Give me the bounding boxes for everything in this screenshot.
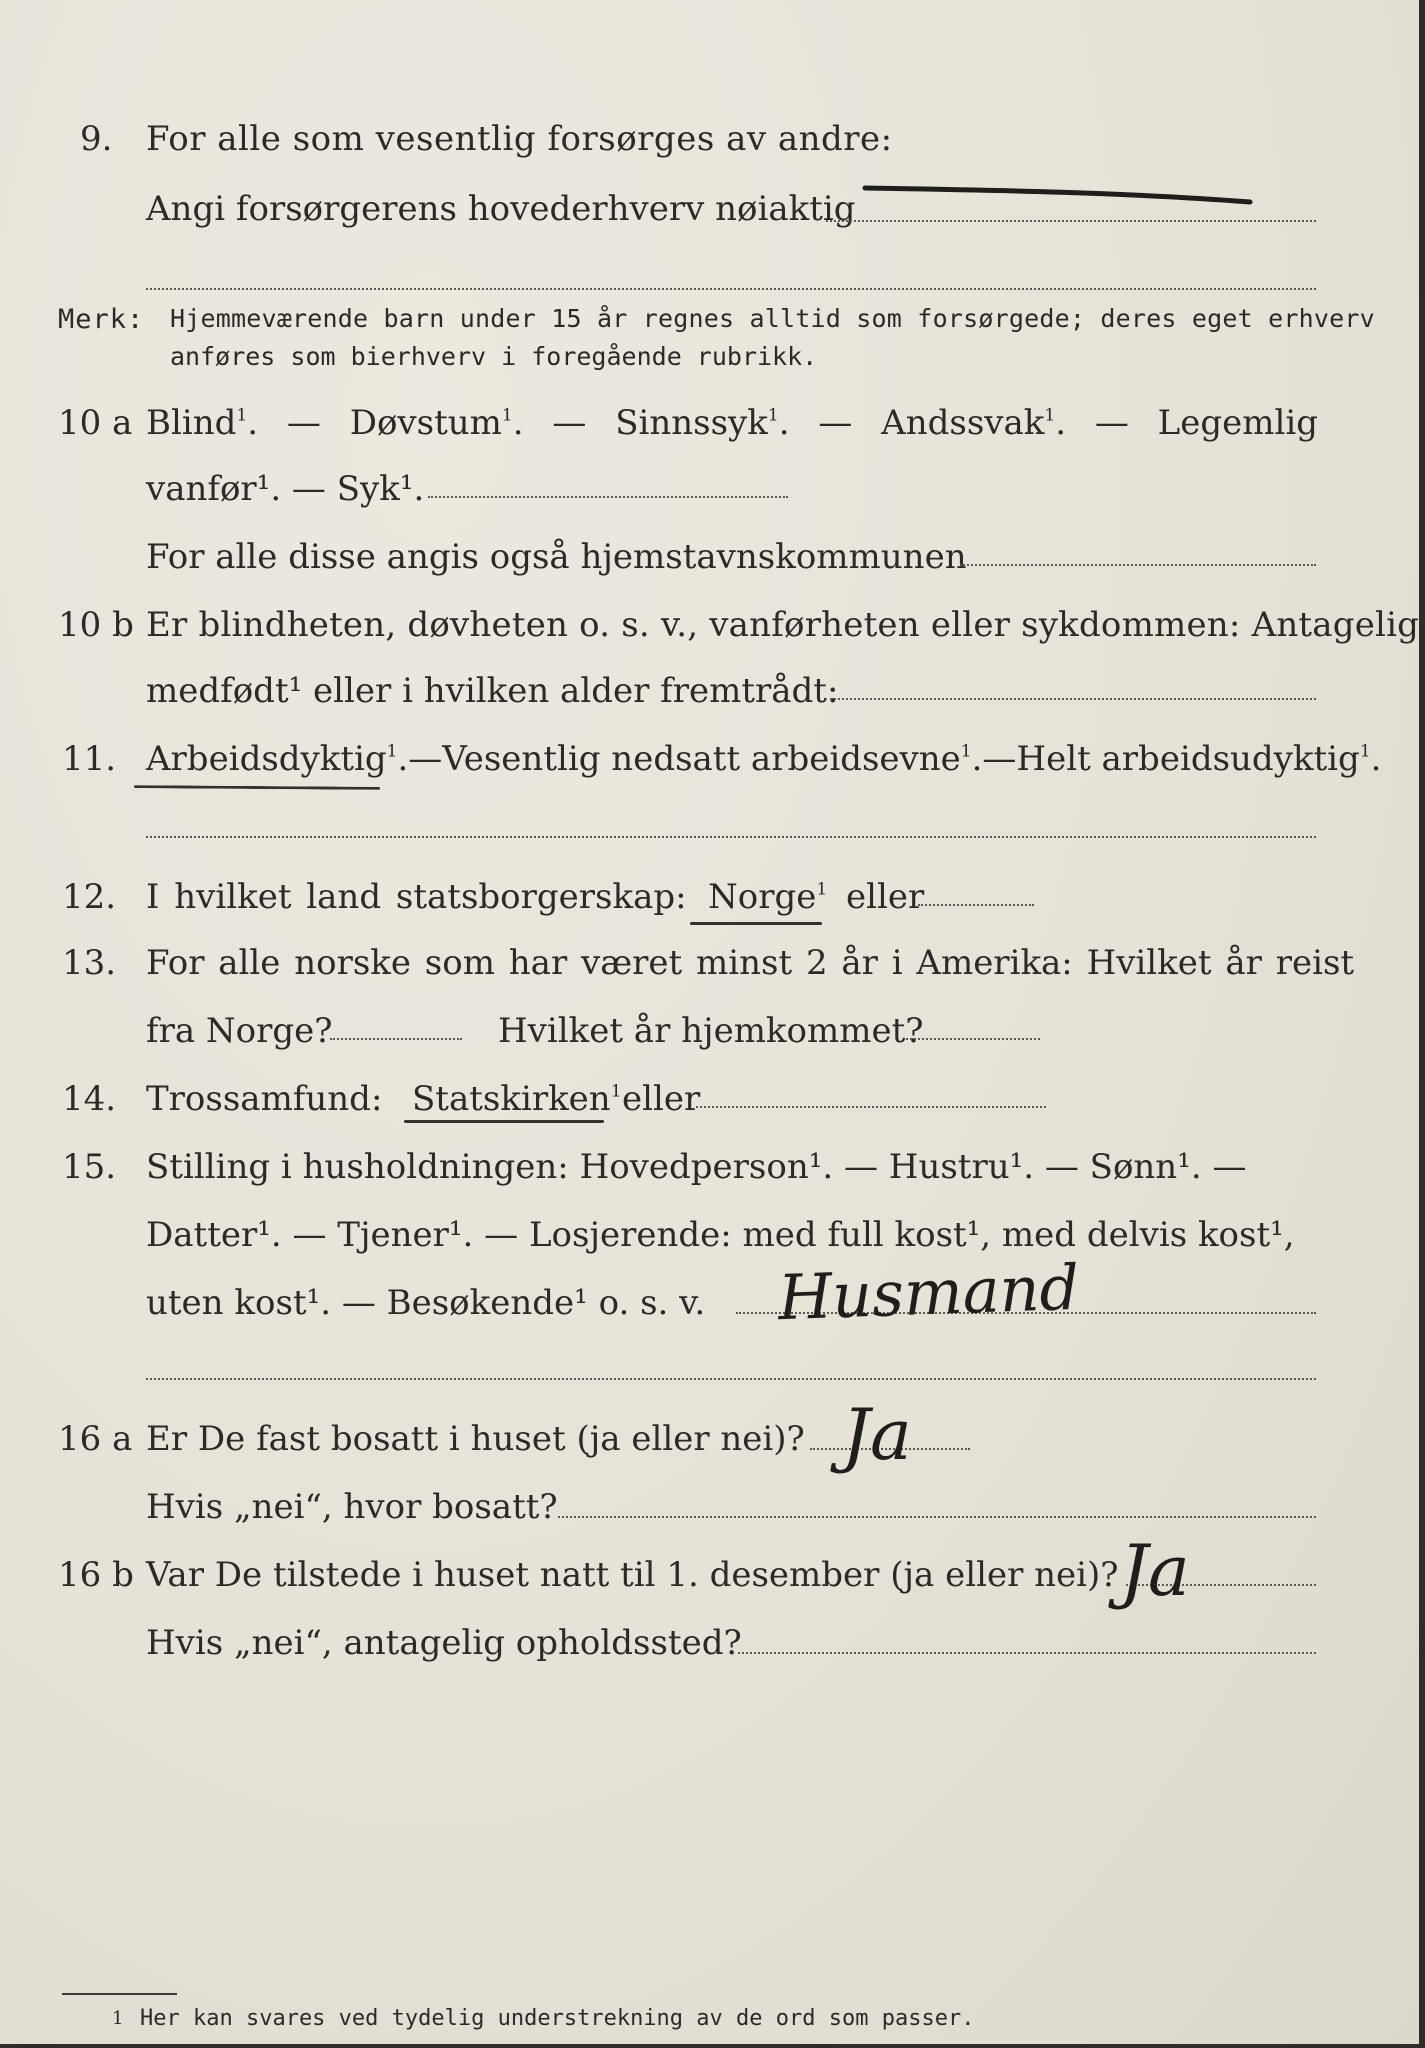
q11-underline-mark [134, 785, 380, 790]
q13-reist-answer-line[interactable] [330, 1038, 462, 1040]
q15-number: 15. [62, 1147, 117, 1187]
q12-suffix: eller [846, 877, 925, 917]
q15-line3: uten kost¹. — Besøkende¹ o. s. v. [146, 1283, 706, 1323]
q16b-opholdssted-answer-line[interactable] [738, 1652, 1316, 1654]
scan-edge-bottom [0, 2044, 1425, 2048]
q14-prefix: Trossamfund: [146, 1079, 383, 1119]
q16a-line2: Hvis „nei“, hvor bosatt? [146, 1487, 558, 1527]
q15-line2: Datter¹. — Tjener¹. — Losjerende: med full kost¹, med delvis kost¹, [146, 1215, 1295, 1255]
q13-part-b: Hvilket år hjemkommet? [498, 1011, 924, 1051]
dash: — [982, 739, 1017, 779]
q10b-line2: medfødt¹ eller i hvilken alder fremtrådt: [146, 671, 839, 711]
q13-hjemkommet-answer-line[interactable] [906, 1038, 1040, 1040]
q15-extra-line[interactable] [146, 1378, 1316, 1380]
q9-number: 9. [80, 119, 113, 159]
q13-number: 13. [62, 943, 117, 983]
q9-answer-line[interactable] [826, 220, 1316, 222]
q12-answer-line[interactable] [918, 904, 1034, 906]
q16b-number: 16 b [58, 1555, 134, 1595]
q10a-number: 10 a [58, 403, 133, 443]
q10b-number: 10 b [58, 605, 134, 645]
q16a-number: 16 a [58, 1419, 133, 1459]
q11-opt-udyktig[interactable]: Helt arbeidsudyktig$^1$. [1016, 739, 1382, 779]
q11-opt-nedsatt[interactable]: Vesentlig nedsatt arbeidsevne$^1$. [442, 739, 983, 779]
q10a-opt-sinnssyk[interactable]: Sinnssyk$^1$. [615, 403, 790, 443]
q11-line [146, 739, 1382, 779]
q15-line1: Stilling i husholdningen: Hovedperson¹. — Hustru¹. — Sønn¹. — [146, 1147, 1247, 1187]
q14-answer-line[interactable] [696, 1106, 1046, 1108]
q16b-handwritten-answer: Ja [1120, 1530, 1190, 1612]
dash: — [1094, 403, 1129, 443]
q10a-line2: vanfør¹. — Syk¹. [146, 469, 425, 509]
q12-opt-norge[interactable]: Norge$^1$ [708, 877, 828, 917]
footnote-text: Her kan svares ved tydelig understrekning av de ord som passer. [140, 2006, 975, 2031]
merk-line2: anføres som bierhverv i foregående rubrikk. [170, 342, 818, 371]
q10b-line1: Er blindheten, døvheten o. s. v., vanførheten eller sykdommen: Antagelig [146, 605, 1420, 645]
q13-part-a: fra Norge? [146, 1011, 333, 1051]
q10a-hjemstavn-answer-line[interactable] [960, 564, 1316, 566]
merk-label: Merk: [58, 304, 145, 335]
q16b-line1: Var De tilstede i huset natt til 1. desember (ja eller nei)? [146, 1555, 1119, 1595]
dash: — [286, 403, 321, 443]
q14-underline-mark [404, 1120, 604, 1123]
footnote-mark: 1 [112, 2008, 124, 2029]
q12-underline-mark [690, 922, 822, 925]
q11-number: 11. [62, 739, 117, 779]
q16a-bosatt-answer-line[interactable] [558, 1516, 1316, 1518]
q10a-opt-blind[interactable]: Blind$^1$. [146, 403, 259, 443]
dash: — [552, 403, 587, 443]
q13-line1: For alle norske som har været minst 2 år i Amerika: Hvilket år reist [146, 943, 1355, 983]
q14-number: 14. [62, 1079, 117, 1119]
dash: — [818, 403, 853, 443]
q9-handwritten-stroke [860, 180, 1260, 210]
q9-line1: For alle som vesentlig forsørges av andre: [146, 119, 893, 159]
dash: — [408, 739, 443, 779]
q12-number: 12. [62, 877, 117, 917]
q11-opt-arbeidsdyktig[interactable]: Arbeidsdyktig$^1$. [146, 739, 409, 779]
q10a-opt-legemlig[interactable]: Legemlig [1157, 403, 1318, 443]
q10a-line1 [146, 403, 1318, 443]
q16a-line1: Er De fast bosatt i huset (ja eller nei)? [146, 1419, 805, 1459]
q9-line2: Angi forsørgerens hovederhverv nøiaktig [146, 189, 856, 229]
q10a-line3: For alle disse angis også hjemstavnskommunen [146, 537, 967, 577]
q14-opt-statskirken[interactable]: Statskirken$^1$ [412, 1079, 622, 1119]
q10b-answer-line[interactable] [830, 698, 1316, 700]
q16b-line2: Hvis „nei“, antagelig opholdssted? [146, 1623, 742, 1663]
q14-suffix: eller [622, 1079, 701, 1119]
q9-extra-line[interactable] [146, 288, 1316, 290]
q10a-opt-dovstum[interactable]: Døvstum$^1$. [349, 403, 524, 443]
q10a-syk-answer-line[interactable] [428, 496, 788, 498]
q10a-opt-andssvak[interactable]: Andssvak$^1$. [881, 403, 1066, 443]
footnote-rule [62, 1993, 177, 1995]
q11-extra-line[interactable] [146, 836, 1316, 838]
q12-prefix: I hvilket land statsborgerskap: [146, 877, 687, 917]
scan-edge-right [1419, 0, 1425, 2048]
merk-line1: Hjemmeværende barn under 15 år regnes alltid som forsørgede; deres eget erhverv [170, 304, 1375, 333]
q15-handwritten-answer: Husmand [776, 1250, 1081, 1335]
q16a-handwritten-answer: Ja [842, 1394, 912, 1476]
